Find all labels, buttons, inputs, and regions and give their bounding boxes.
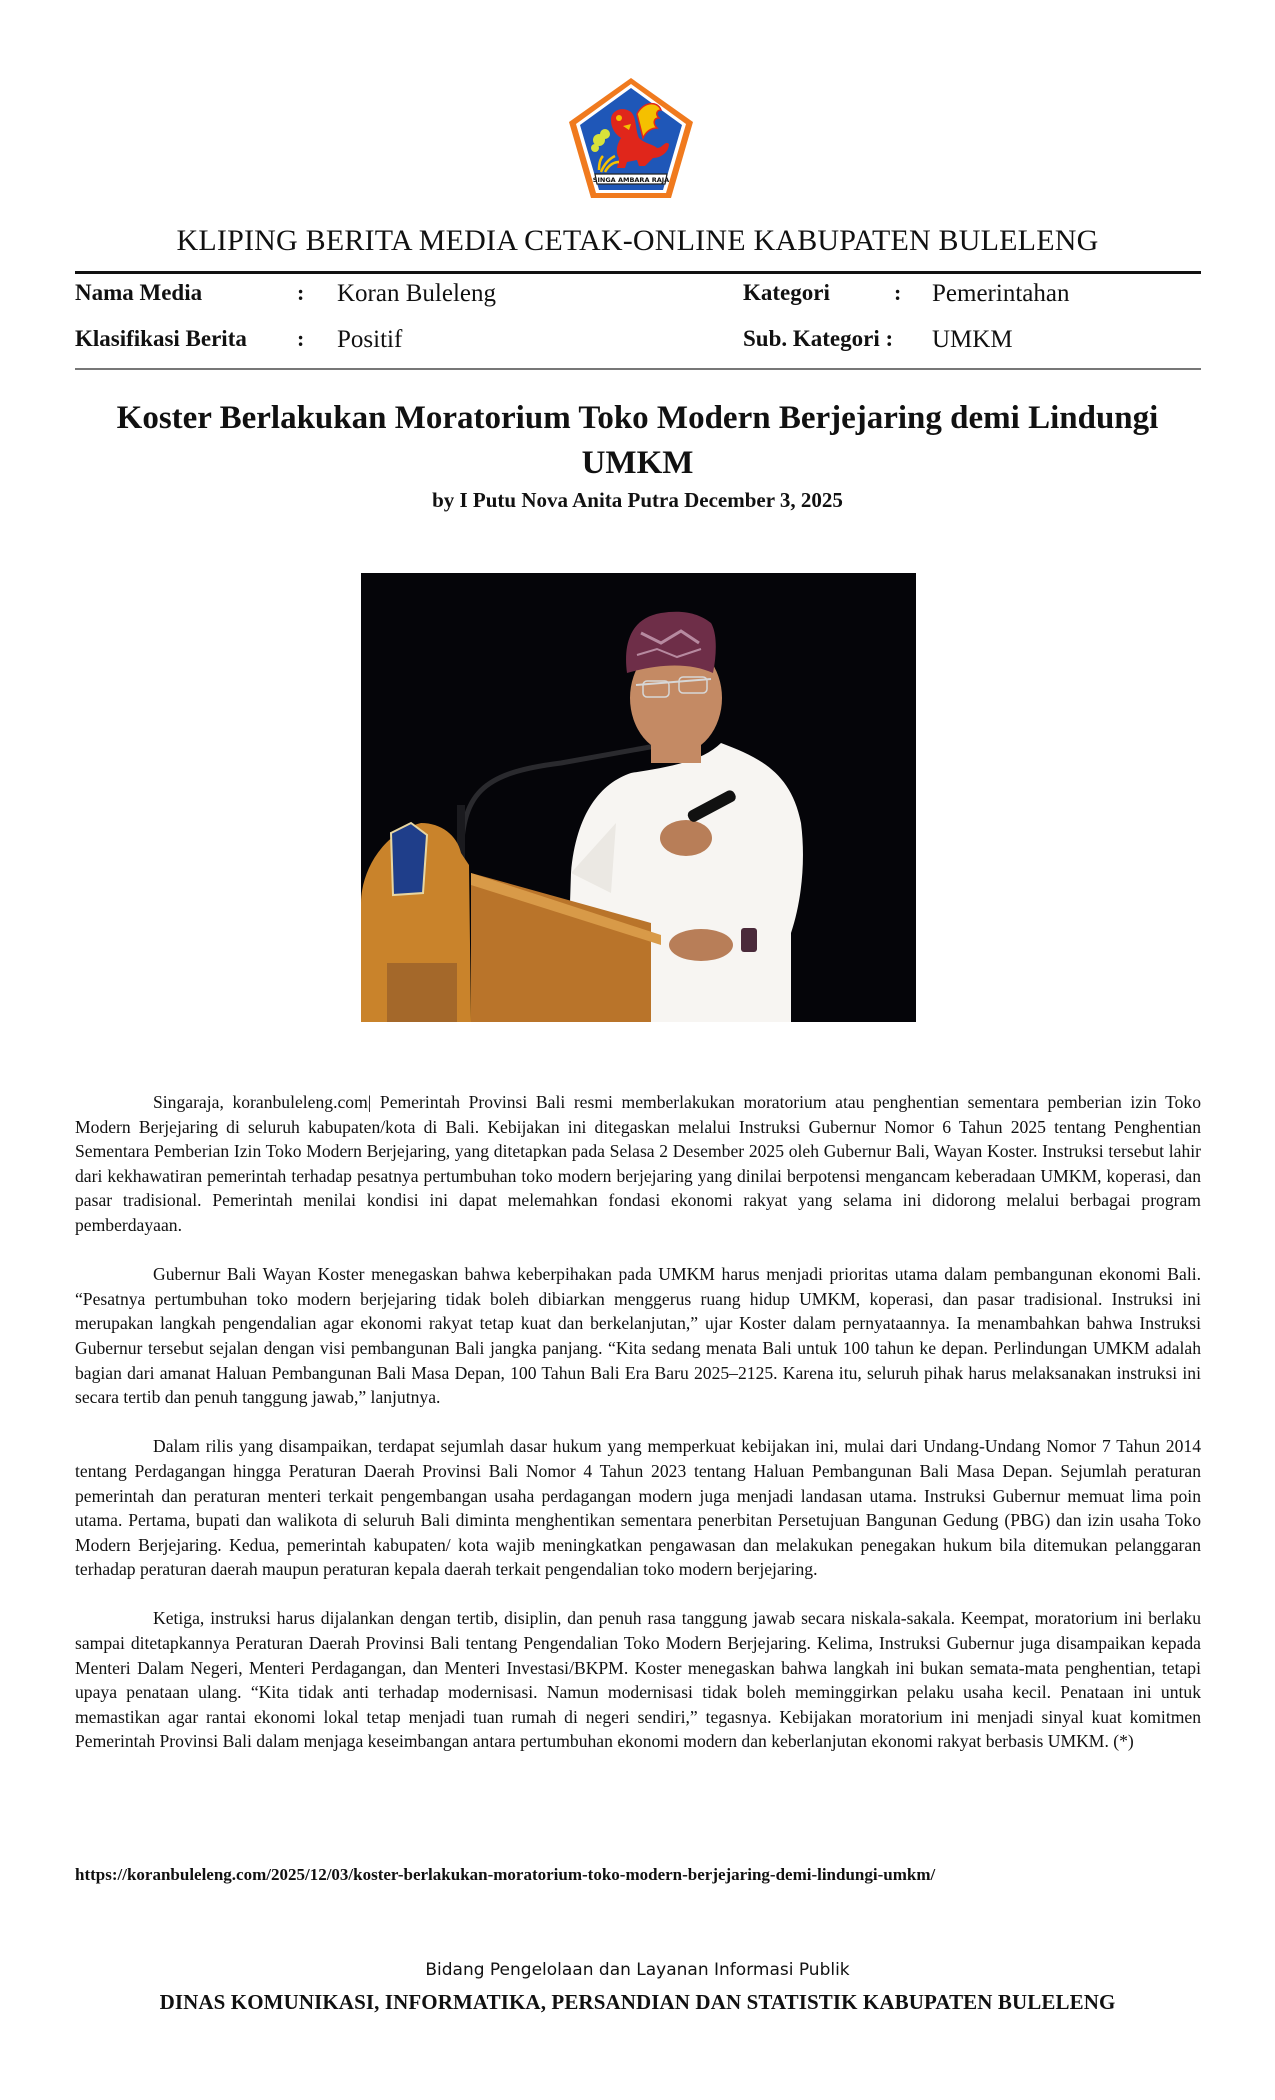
article-body (75, 1090, 1201, 1779)
meta-row-classification-subcategory (75, 326, 1201, 360)
nama-media-colon: : (297, 280, 305, 305)
sub-kategori-value: UMKM (932, 326, 1013, 353)
nama-media-label: Nama Media (75, 280, 203, 305)
article-paragraph: Singaraja, koranbuleleng.com| Pemerintah Provinsi Bali resmi memberlakukan moratorium atau penghentian sementara pemberian izin Toko Modern Berjejaring di seluruh kabupaten/kota di Bali. Kebijakan ini ditegaskan melalui Instruksi Gubernur Nomor 6 Tahun 2025 tentang Penghentian Sementara Pemberian Izin Toko Modern Berjejaring, yang ditetapkan pada Selasa 2 Desember 2025 oleh Gubernur Bali, Wayan Koster. Instruksi tersebut lahir dari kekhawatiran pemerintah terhadap pesatnya pertumbuhan toko modern berjejaring yang dinilai berpotensi mengancam keberadaan UMKM, koperasi, dan pasar tradisional. Pemerintah menilai kondisi ini dapat melemahkan fondasi ekonomi rakyat yang selama ini didorong melalui berbagai program pemberdayaan. (75, 1092, 1201, 1235)
footer-agency: DINAS KOMUNIKASI, INFORMATIKA, PERSANDIAN DAN STATISTIK KABUPATEN BULELENG (159, 1990, 1116, 2014)
kategori-value: Pemerintahan (932, 280, 1070, 307)
document-heading: KLIPING BERITA MEDIA CETAK-ONLINE KABUPATEN BULELENG (176, 224, 1099, 257)
article-paragraph: Gubernur Bali Wayan Koster menegaskan bahwa keberpihakan pada UMKM harus menjadi prioritas utama dalam pembangunan ekonomi Bali. “Pesatnya pertumbuhan toko modern berjejaring tidak boleh dibiarkan menggerus ruang hidup UMKM, koperasi, dan pasar tradisional. Instruksi ini merupakan langkah pengendalian agar ekonomi rakyat tetap kuat dan berkelanjutan,” ujar Koster dalam pernyataannya. Ia menambahkan bahwa Instruksi Gubernur tersebut sejalan dengan visi pembangunan Bali jangka panjang. “Kita sedang menata Bali untuk 100 tahun ke depan. Perlindungan UMKM adalah bagian dari amanat Haluan Pembangunan Bali Masa Depan, 100 Tahun Bali Era Baru 2025–2125. Karena itu, seluruh pihak harus melaksanakan instruksi ini secara tertib dan penuh tanggung jawab,” lanjutnya. (75, 1264, 1201, 1408)
photo-speaker-at-podium-icon (361, 573, 916, 1022)
klasifikasi-label: Klasifikasi Berita (75, 326, 247, 351)
logo-motto-text: SINGA AMBARA RAJA (592, 176, 670, 184)
nama-media-value: Koran Buleleng (337, 280, 496, 307)
meta-row-media-category (75, 280, 1201, 314)
klasifikasi-colon: : (297, 326, 305, 351)
article-byline: by I Putu Nova Anita Putra December 3, 2025 (432, 488, 843, 512)
article-title: Koster Berlakukan Moratorium Toko Modern Berjejaring demi Lindungi UMKM (116, 400, 1159, 481)
article-paragraph: Dalam rilis yang disampaikan, terdapat sejumlah dasar hukum yang memperkuat kebijakan ini, mulai dari Undang-Undang Nomor 7 Tahun 2014 tentang Perdagangan hingga Peraturan Daerah Provinsi Bali Nomor 4 Tahun 2023 tentang Haluan Pembangunan Bali Masa Depan. Sejumlah peraturan pemerintah dan peraturan menteri terkait pengembangan usaha perdagangan modern juga menjadi landasan utama. Instruksi Gubernur memuat lima poin utama. Pertama, bupati dan walikota di seluruh Bali diminta menghentikan sementara penerbitan Persetujuan Bangunan Gedung (PBG) dan izin usaha Toko Modern Berjejaring. Kedua, pemerintah kabupaten/ kota wajib meningkatkan pengawasan dan melakukan penegakan hukum bila ditemukan pelanggaran terhadap peraturan daerah maupun peraturan kepala daerah terkait pengendalian toko modern berjejaring. (75, 1436, 1201, 1580)
article-paragraph: Ketiga, instruksi harus dijalankan dengan tertib, disiplin, dan penuh rasa tanggung jawab secara niskala-sakala. Keempat, moratorium ini berlaku sampai ditetapkannya Peraturan Daerah Provinsi Bali tentang Pengendalian Toko Modern Berjejaring. Kelima, Instruksi Gubernur juga disampaikan kepada Menteri Dalam Negeri, Menteri Perdagangan, dan Menteri Investasi/BKPM. Koster menegaskan bahwa langkah ini bukan semata-mata penghentian, tetapi upaya penataan ulang. “Kita tidak anti terhadap modernisasi. Namun modernisasi tidak boleh meminggirkan pelaku usaha kecil. Penataan ini untuk memastikan agar rantai ekonomi lokal tetap menjadi tuan rumah di negeri sendiri,” tegasnya. Kebijakan moratorium ini menjadi sinyal kuat komitmen Pemerintah Provinsi Bali dalam menjaga keseimbangan antara pertumbuhan ekonomi modern dan keberlanjutan ekonomi rakyat berbasis UMKM. (*) (75, 1608, 1201, 1752)
kategori-colon: : (894, 280, 902, 305)
kategori-label: Kategori (743, 280, 830, 305)
footer-division: Bidang Pengelolaan dan Layanan Informasi Publik (425, 1960, 850, 1980)
header-rule-top (75, 271, 1201, 274)
sub-kategori-label: Sub. Kategori : (743, 326, 894, 351)
article-photo (361, 573, 916, 1022)
buleleng-emblem-logo (565, 74, 697, 202)
header-rule-bottom (75, 368, 1201, 370)
source-url-link[interactable]: https://koranbuleleng.com/2025/12/03/koster-berlakukan-moratorium-toko-modern-berjejaring-demi-lindungi-umkm/ (75, 1865, 936, 1884)
klasifikasi-value: Positif (337, 326, 403, 353)
